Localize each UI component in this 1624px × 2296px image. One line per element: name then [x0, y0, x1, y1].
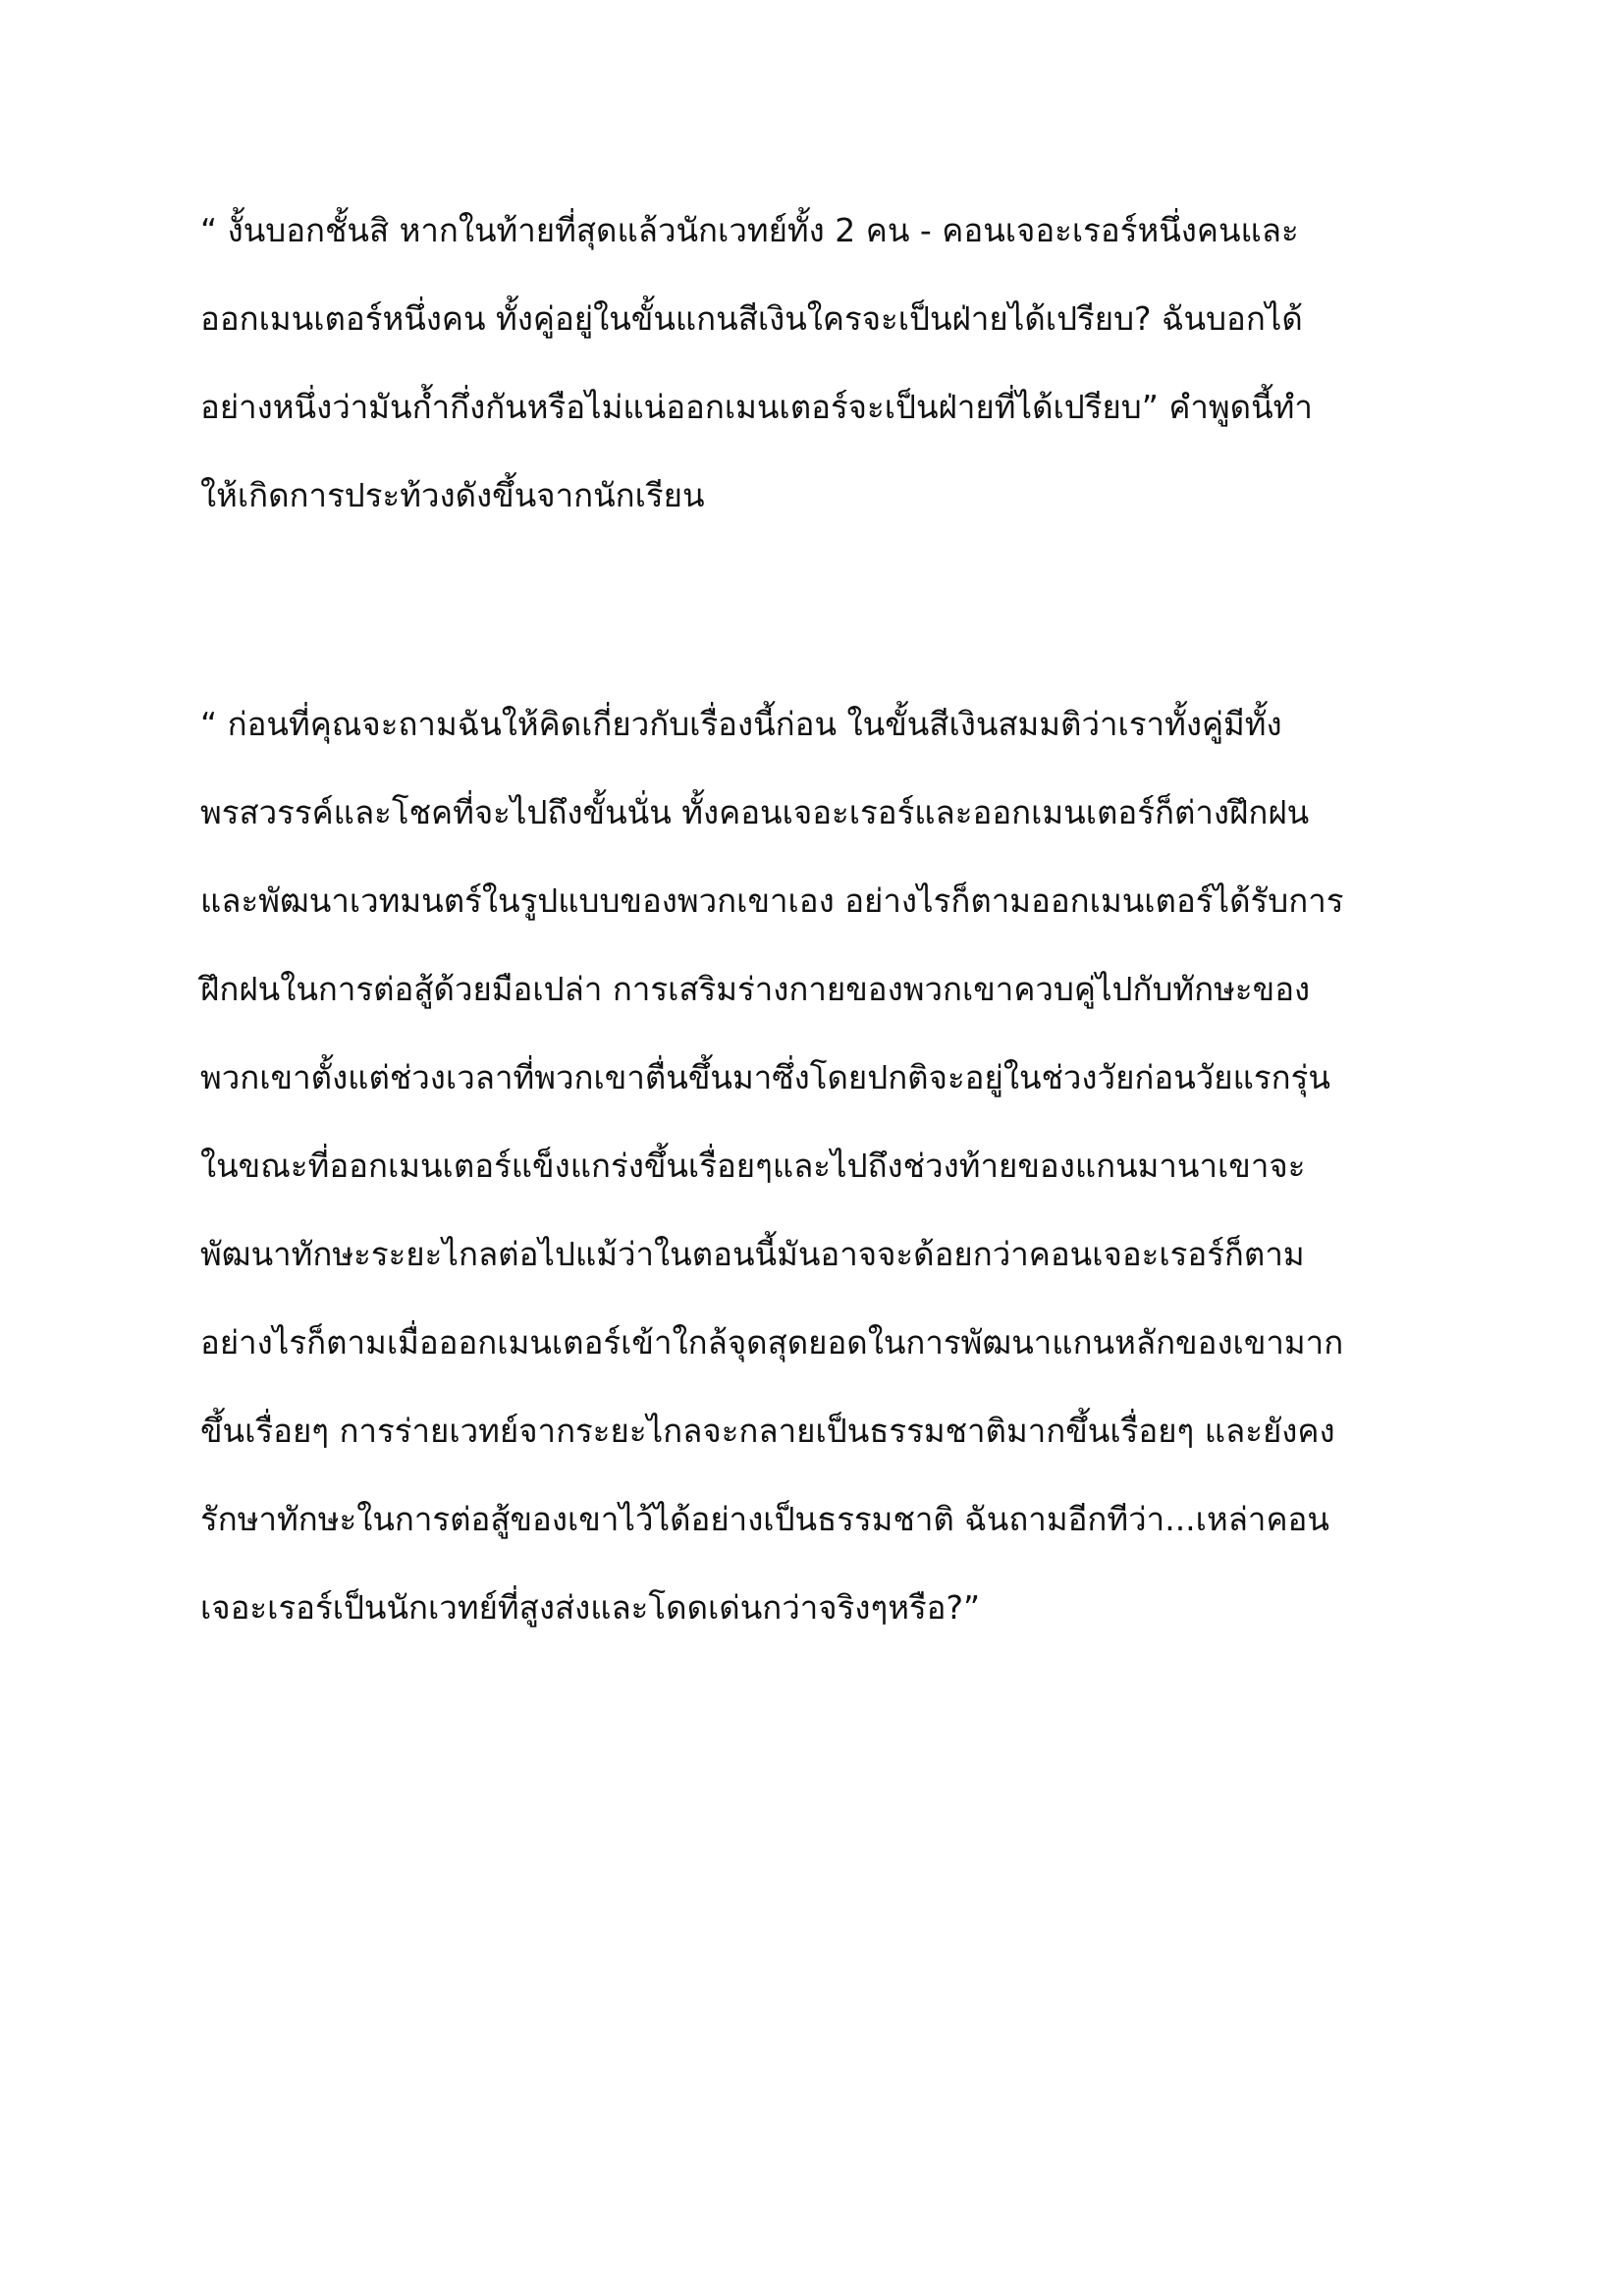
text-line: รักษาทักษะในการต่อสู้ของเขาไว้ได้อย่างเป็นธรรมชาติ ฉันถามอีกทีว่า...เหล่าคอน	[200, 1500, 1329, 1538]
paragraph-1	[200, 187, 1447, 540]
text-line: อย่างไรก็ตามเมื่อออกเมนเตอร์เข้าใกล้จุดสุดยอดในการพัฒนาแกนหลักของเขามาก	[200, 1323, 1344, 1362]
text-line: ออกเมนเตอร์หนึ่งคน ทั้งคู่อยู่ในขั้นแกนสีเงินใครจะเป็นฝ่ายได้เปรียบ? ฉันบอกได้	[200, 299, 1303, 338]
text-line: พรสวรรค์และโชคที่จะไปถึงขั้นนั่น ทั้งคอนเจอะเรอร์และออกเมนเตอร์ก็ต่างฝึกฝน	[200, 793, 1310, 831]
text-line: ขึ้นเรื่อยๆ การร่ายเวทย์จากระยะไกลจะกลายเป็นธรรมชาติมากขึ้นเรื่อยๆ และยังคง	[200, 1412, 1335, 1450]
text-line: ให้เกิดการประท้วงดังขึ้นจากนักเรียน	[200, 476, 705, 514]
text-line: อย่างหนึ่งว่ามันก้ำกึ่งกันหรือไม่แน่ออกเมนเตอร์จะเป็นฝ่ายที่ได้เปรียบ” คำพูดนี้ทำ	[200, 388, 1313, 426]
text-line: “ งั้นบอกชั้นสิ หากในท้ายที่สุดแล้วนักเวทย์ทั้ง 2 คน - คอนเจอะเรอร์หนึ่งคนและ	[200, 211, 1299, 249]
text-line: “ ก่อนที่คุณจะถามฉันให้คิดเกี่ยวกับเรื่องนี้ก่อน ในขั้นสีเงินสมมติว่าเราทั้งคู่มีทั้ง	[200, 705, 1282, 743]
text-line: พัฒนาทักษะระยะไกลต่อไปแม้ว่าในตอนนี้มันอาจจะด้อยกว่าคอนเจอะเรอร์ก็ตาม	[200, 1235, 1305, 1273]
text-line: เจอะเรอร์เป็นนักเวทย์ที่สูงส่งและโดดเด่นกว่าจริงๆหรือ?”	[200, 1588, 981, 1627]
text-line: และพัฒนาเวทมนตร์ในรูปแบบของพวกเขาเอง อย่างไรก็ตามออกเมนเตอร์ได้รับการ	[200, 881, 1344, 920]
text-line: พวกเขาตั้งแต่ช่วงเวลาที่พวกเขาตื่นขึ้นมาซึ่งโดยปกติจะอยู่ในช่วงวัยก่อนวัยแรกรุ่น	[200, 1058, 1330, 1096]
paragraph-2	[200, 680, 1447, 1652]
text-line: ฝึกฝนในการต่อสู้ด้วยมือเปล่า การเสริมร่างกายของพวกเขาควบคู่ไปกับทักษะของ	[200, 970, 1311, 1008]
text-line: ในขณะที่ออกเมนเตอร์แข็งแกร่งขึ้นเรื่อยๆและไปถึงช่วงท้ายของแกนมานาเขาจะ	[200, 1147, 1306, 1185]
